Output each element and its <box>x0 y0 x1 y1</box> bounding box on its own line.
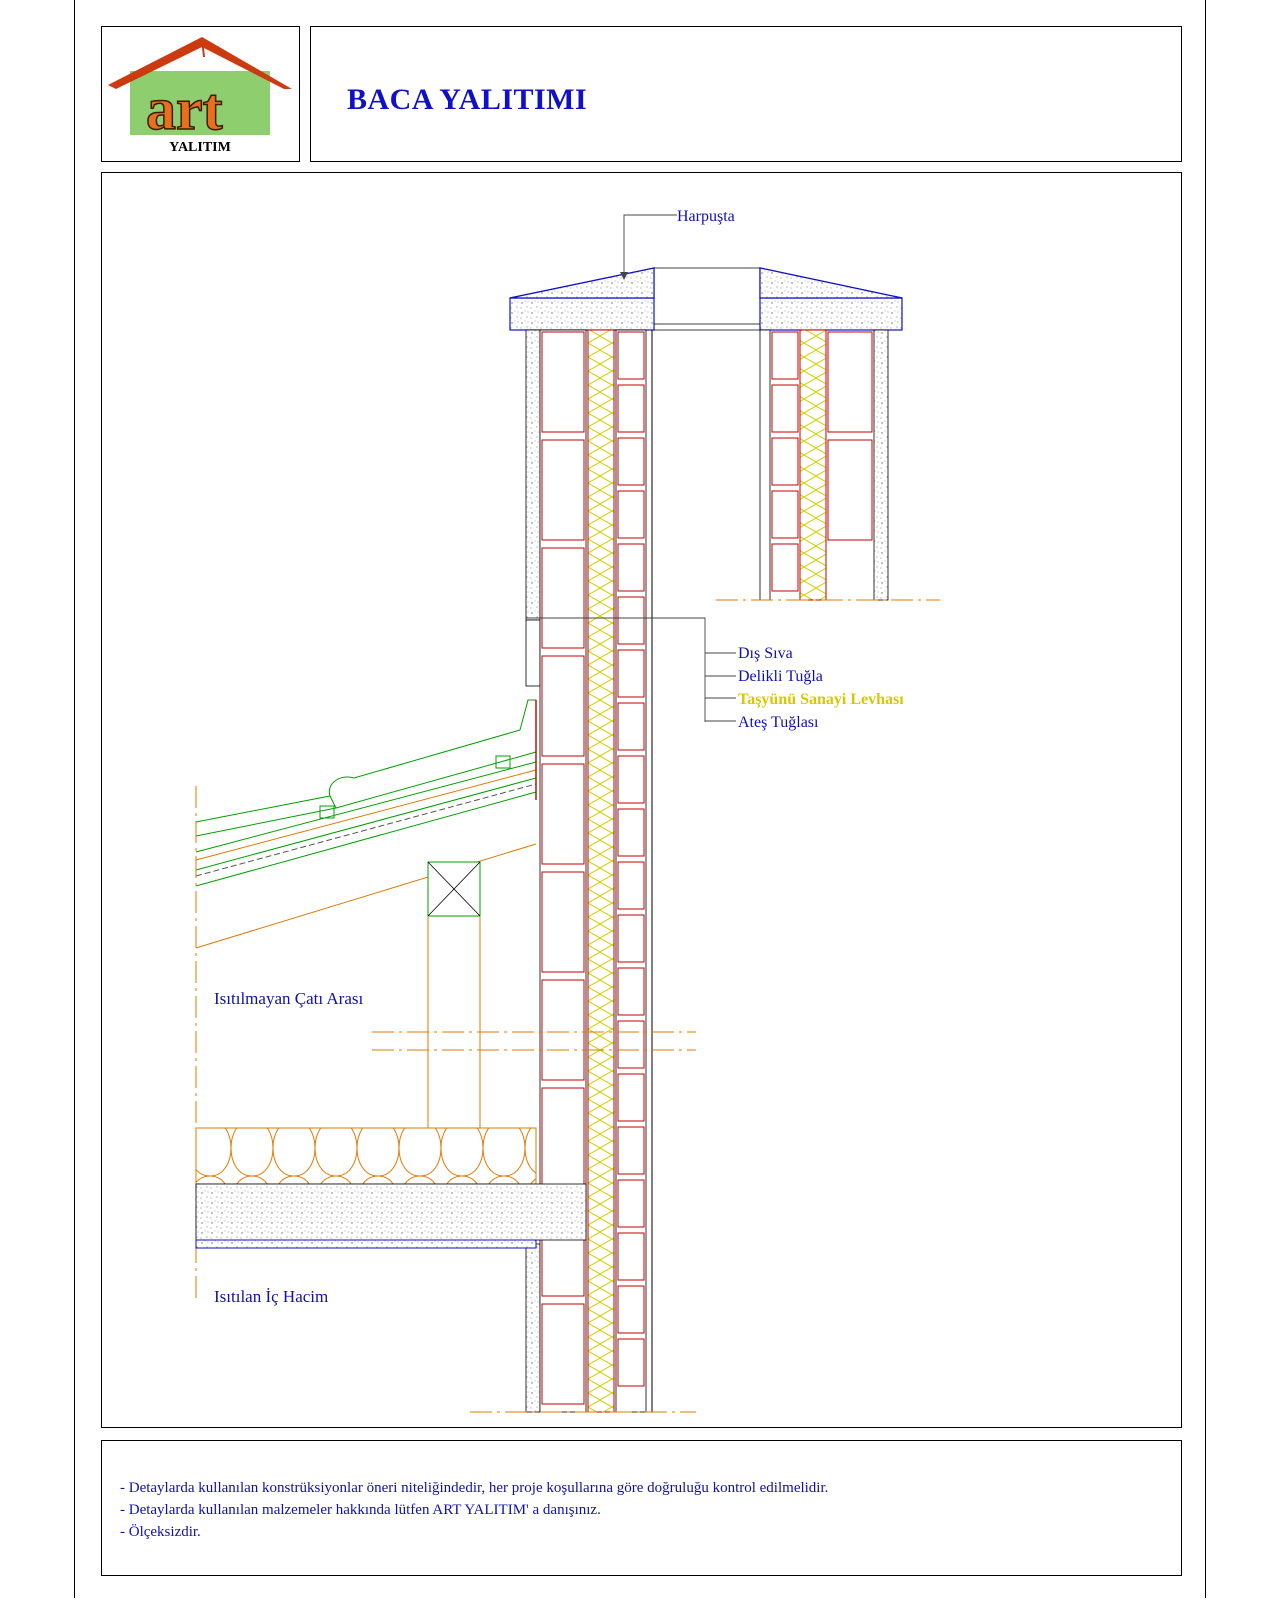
brick <box>618 1286 644 1333</box>
brick <box>542 548 584 648</box>
hollow-brick-column-right <box>828 332 872 540</box>
brick <box>618 968 644 1015</box>
brick <box>542 332 584 432</box>
brick <box>618 1180 644 1227</box>
timber-post <box>428 862 480 1128</box>
label-unheated-attic: Isıtılmayan Çatı Arası <box>214 989 364 1008</box>
note-item: - Ölçeksizdir. <box>120 1524 201 1540</box>
brick <box>542 1088 584 1188</box>
brick <box>542 872 584 972</box>
notes-list <box>120 1477 828 1543</box>
brick <box>618 650 644 697</box>
label-coping: Harpuşta <box>677 208 735 225</box>
notes-box <box>101 1440 1182 1576</box>
brick <box>828 332 872 432</box>
brick <box>618 1339 644 1386</box>
brick <box>542 1304 584 1404</box>
label-heated-interior: Isıtılan İç Hacim <box>214 1287 329 1306</box>
brick <box>618 1127 644 1174</box>
brick <box>618 809 644 856</box>
brick <box>542 440 584 540</box>
brick <box>618 438 644 485</box>
label-fire-brick: Ateş Tuğlası <box>738 714 819 731</box>
brick <box>618 756 644 803</box>
label-outer-plaster: Dış Sıva <box>738 645 793 662</box>
fire-brick-column-right <box>772 332 798 591</box>
brick <box>618 862 644 909</box>
brick <box>828 440 872 540</box>
stone-wool-board-right <box>800 330 826 600</box>
brick <box>618 597 644 644</box>
brick <box>772 544 798 591</box>
brick <box>618 1074 644 1121</box>
outer-plaster <box>526 330 540 620</box>
ceiling-insulation <box>196 1128 536 1184</box>
brick <box>618 544 644 591</box>
logo-wordmark: art <box>146 76 223 142</box>
roof-tiles <box>196 700 536 886</box>
brick <box>772 438 798 485</box>
stone-wool-board <box>588 330 614 1412</box>
brick <box>618 703 644 750</box>
note-item: - Detaylarda kullanılan malzemeler hakkında lütfen ART YALITIM' a danışınız. <box>120 1502 601 1518</box>
brick <box>542 656 584 756</box>
brick <box>772 332 798 379</box>
label-stone-wool: Taşyünü Sanayi Levhası <box>738 691 904 708</box>
brick <box>618 1021 644 1068</box>
brick <box>542 764 584 864</box>
brick <box>618 491 644 538</box>
brick <box>772 491 798 538</box>
label-hollow-brick: Delikli Tuğla <box>738 668 823 685</box>
brick <box>772 385 798 432</box>
concrete-slab <box>196 1184 586 1240</box>
page-title: BACA YALITIMI <box>347 83 588 116</box>
note-item: - Detaylarda kullanılan konstrüksiyonlar öneri niteliğindedir, her proje koşullarına göre doğruluğu kontrol edilmelidir. <box>120 1480 829 1496</box>
logo-subtitle: YALITIM <box>169 140 231 155</box>
brick <box>542 980 584 1080</box>
brick <box>618 915 644 962</box>
brick <box>618 332 644 379</box>
roof-timber <box>196 770 536 948</box>
brick <box>618 385 644 432</box>
brick <box>618 1233 644 1280</box>
